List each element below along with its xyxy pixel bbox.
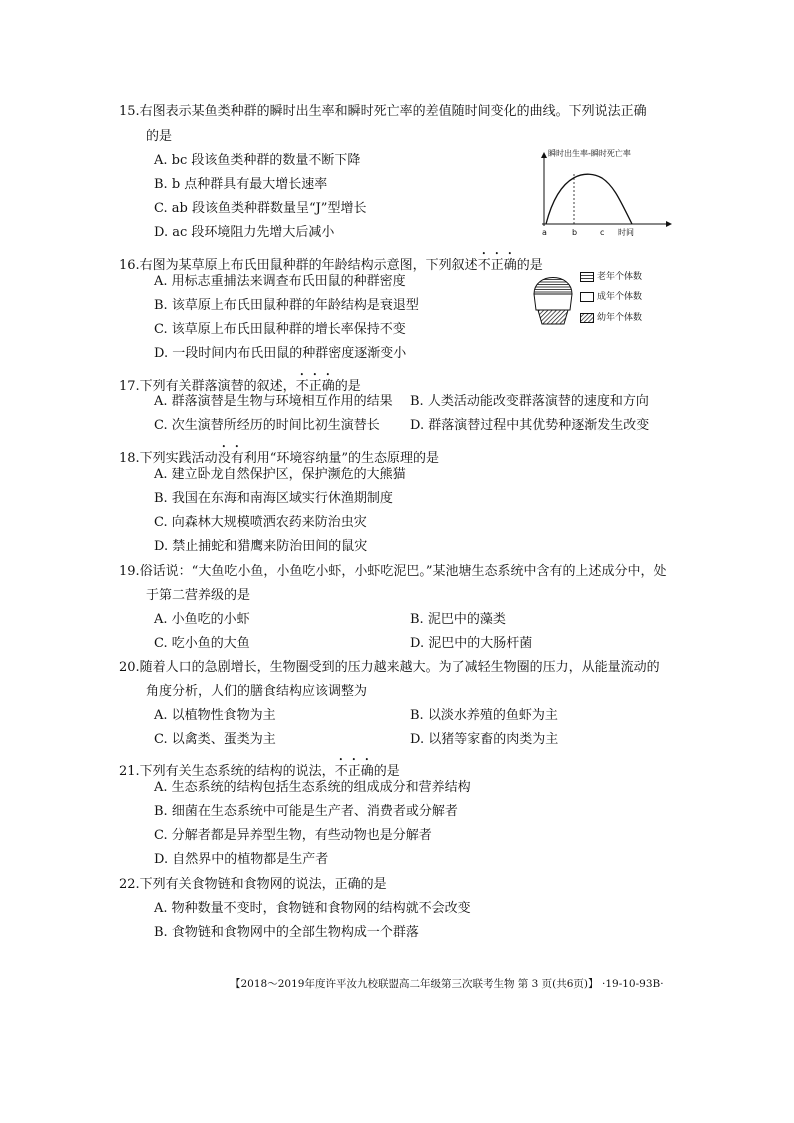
q16-stem-post: 的是 [516,258,543,273]
q16-legend-young: 幼年个体数 [597,313,643,323]
q16-option-b: B. 该草原上布氏田鼠种群的年龄结构是衰退型 [154,298,419,313]
q21-option-d: D. 自然界中的植物都是生产者 [154,852,329,867]
q22-option-b: B. 食物链和食物网中的全部生物构成一个群落 [154,925,419,940]
q15-option-b: B. b 点种群具有最大增长速率 [154,177,328,192]
q16-option-a: A. 用标志重捕法来调查布氏田鼠的种群密度 [154,274,406,289]
q18-stem-pre: 18.下列实践活动 [119,451,218,466]
q15-x-label: 时间 [618,228,634,237]
q18-option-d: D. 禁止捕蛇和猎鹰来防治田间的鼠灾 [154,539,368,554]
q16-stem [119,250,543,274]
q16-stem-pre: 16.右图为某草原上布氏田鼠种群的年龄结构示意图，下列叙述 [119,258,478,273]
q17-stem [119,371,361,395]
q19-option-b: B. 泥巴中的藻类 [410,612,506,627]
q15-x-arrow [666,221,672,227]
q17-stem-emphasis: 不正确 [295,379,335,394]
q17-option-a: A. 群落演替是生物与环境相互作用的结果 [154,394,393,409]
q18-option-a: A. 建立卧龙自然保护区，保护濒危的大熊猫 [154,467,406,482]
q21-stem-pre: 21.下列有关生态系统的结构的说法， [119,764,335,779]
page-footer-code: ·19-10-93B· [602,978,664,990]
q21-stem-post: 的是 [373,764,400,779]
q20-stem-line1: 20.随着人口的急剧增长，生物圈受到的压力越来越大。为了减轻生物圈的压力，从能量流动的 [119,660,660,675]
page-footer-info: 【2018～2019年度许平汝九校联盟高二年级第三次联考生物 第 3 页(共6页)】 [230,978,599,990]
q15-stem-line1: 15.右图表示某鱼类种群的瞬时出生率和瞬时死亡率的差值随时间变化的曲线。下列说法正确 [119,104,647,119]
q18-stem-emphasis: 没有 [217,451,244,466]
q15-option-c: C. ab 段该鱼类种群数量呈“J”型增长 [154,201,367,216]
q20-option-b: B. 以淡水养殖的鱼虾为主 [410,708,558,723]
q21-option-c: C. 分解者都是异养型生物，有些动物也是分解者 [154,828,432,843]
q15-y-label: 瞬时出生率-瞬时死亡率 [548,149,631,158]
q21-stem [119,756,400,780]
q16-legend-old: 老年个体数 [597,272,643,282]
q16-legend-old-swatch [580,272,594,282]
q21-option-a: A. 生态系统的结构包括生态系统的组成成分和营养结构 [154,780,471,795]
q15-stem-line2: 的是 [146,129,173,144]
q22-option-a: A. 物种数量不变时，食物链和食物网的结构就不会改变 [154,901,471,916]
q21-stem-emphasis: 不正确 [334,764,374,779]
q16-legend-young-swatch [580,313,594,323]
q16-stem-emphasis: 不正确 [477,258,517,273]
q17-option-b: B. 人类活动能改变群落演替的速度和方向 [410,394,649,409]
q16-option-d: D. 一段时间内布氏田鼠的种群密度逐渐变小 [154,346,407,361]
q17-option-d: D. 群落演替过程中其优势种逐渐发生改变 [410,418,650,433]
q16-old-layer [534,278,572,295]
q15-y-arrow [541,152,547,158]
q16-option-c: C. 该草原上布氏田鼠种群的增长率保持不变 [154,322,406,337]
q19-option-c: C. 吃小鱼的大鱼 [154,636,250,651]
q22-stem: 22.下列有关食物链和食物网的说法，正确的是 [119,877,387,892]
q17-option-c: C. 次生演替所经历的时间比初生演替长 [154,418,380,433]
q16-adult-layer [534,294,572,310]
q20-option-c: C. 以禽类、蛋类为主 [154,732,276,747]
q15-tick-c: c [600,228,605,237]
q15-tick-a: a [542,228,547,237]
q16-young-layer [538,310,568,324]
q16-legend-adult-swatch [580,292,594,302]
q19-stem-line1: 19.俗话说：“大鱼吃小鱼，小鱼吃小虾，小虾吃泥巴。”某池塘生态系统中含有的上述成分中，处 [119,564,667,579]
q16-age-structure-figure [528,266,578,328]
q15-tick-b: b [572,228,578,237]
q18-stem-post: 利用“环境容纳量”的生态原理的是 [243,451,439,466]
q17-stem-post: 的是 [334,379,361,394]
q15-curve [546,174,632,224]
q17-stem-pre: 17.下列有关群落演替的叙述， [119,379,296,394]
q18-stem [119,443,439,467]
q18-option-b: B. 我国在东海和南海区域实行休渔期制度 [154,491,393,506]
q20-option-a: A. 以植物性食物为主 [154,708,276,723]
q16-legend-adult: 成年个体数 [597,292,643,302]
q18-option-c: C. 向森林大规模喷洒农药来防治虫灾 [154,515,367,530]
q15-option-a: A. bc 段该鱼类种群的数量不断下降 [154,153,361,168]
q20-stem-line2: 角度分析，人们的膳食结构应该调整为 [146,684,368,699]
q15-option-d: D. ac 段环境阻力先增大后减小 [154,225,335,240]
q21-option-b: B. 细菌在生态系统中可能是生产者、消费者或分解者 [154,804,458,819]
q15-curve-figure [530,148,680,240]
q20-option-d: D. 以猪等家畜的肉类为主 [410,732,559,747]
q19-option-d: D. 泥巴中的大肠杆菌 [410,636,533,651]
q19-stem-line2: 于第二营养级的是 [146,588,251,603]
q19-option-a: A. 小鱼吃的小虾 [154,612,250,627]
